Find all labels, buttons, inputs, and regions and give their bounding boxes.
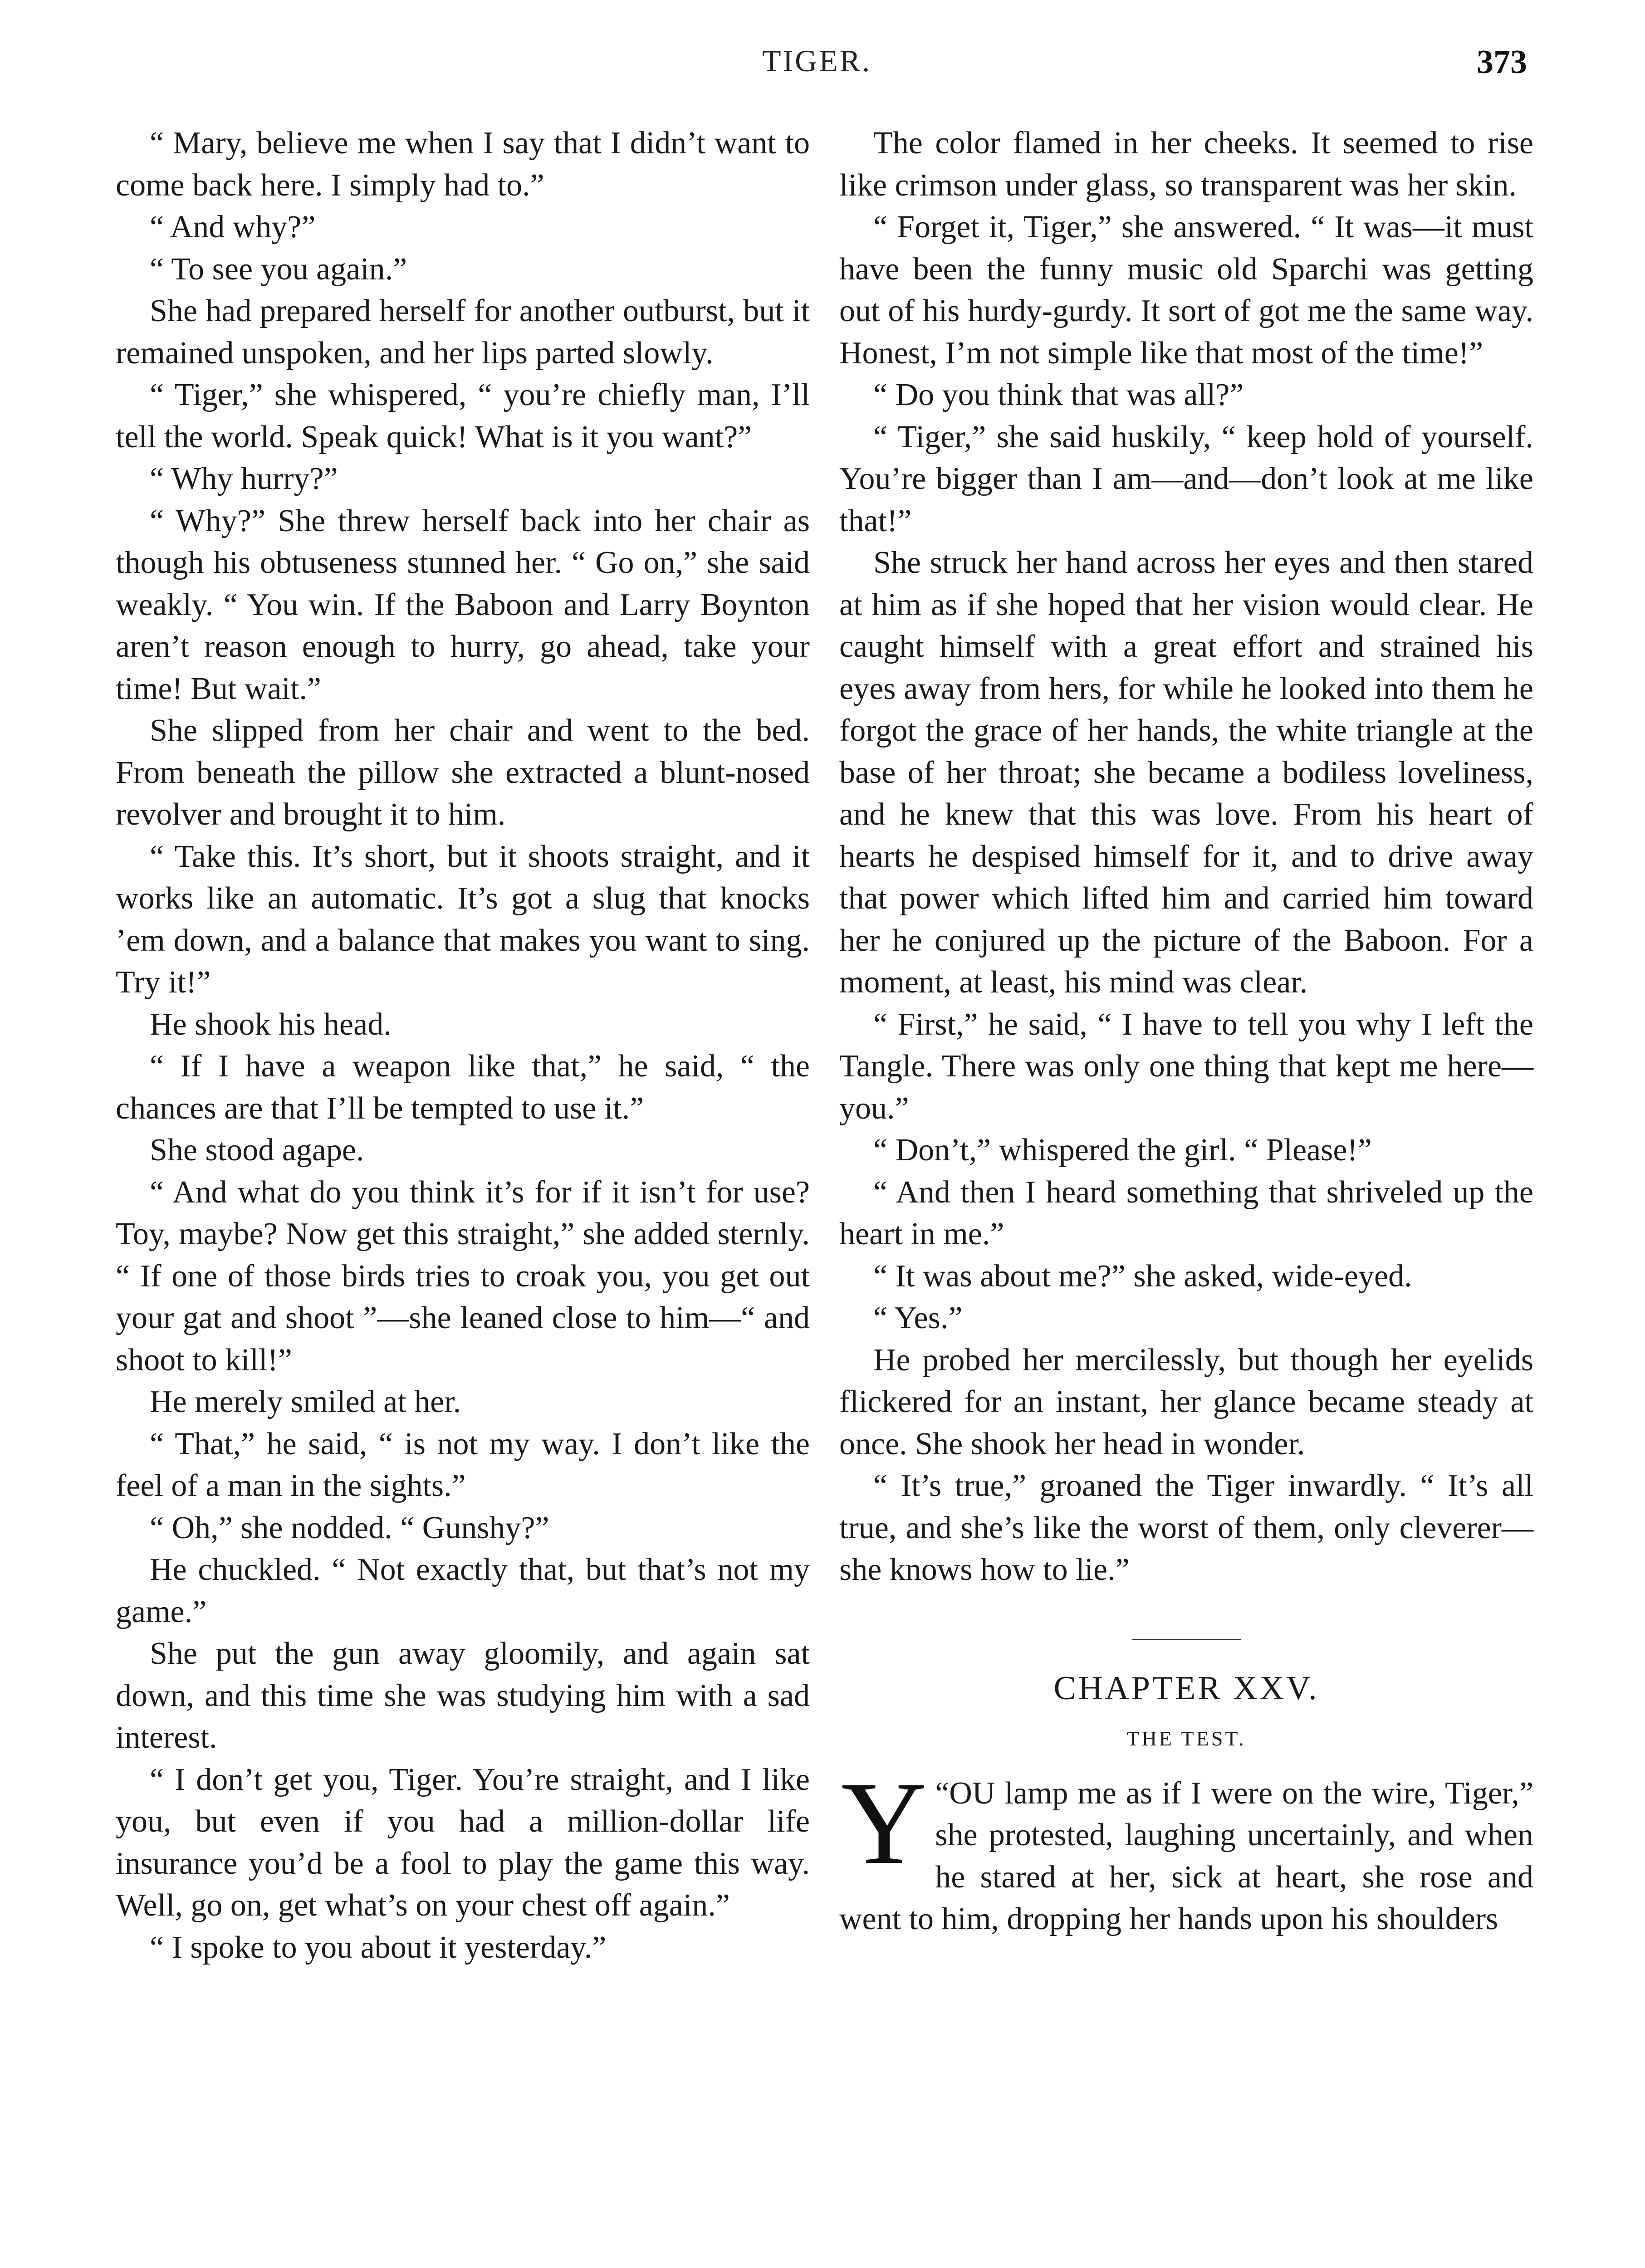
paragraph: She struck her hand across her eyes and then stared at him as if she hoped that her vision would clear. He caught himself with a great effort and strained his eyes away from hers, for while he looked into them he forgot the grace of her hands, the white triangle at the base of her throat; she became a bodiless loveliness, and he knew that this was love. From his heart of hearts he despised himself for it, and to drive away that power which lifted him and carried him toward her he conjured up the picture of the Baboon. For a moment, at least, his mind was clear. (839, 545, 1533, 1000)
running-title: TIGER. (762, 44, 872, 78)
paragraph: “ Forget it, Tiger,” she answered. “ It was—it must have been the funny music old Sparchi was getting out of his hurdy-gurdy. It sort of got me the same way. Honest, I’m not simple like that most of the time!” (839, 210, 1533, 371)
section-divider (1132, 1639, 1241, 1640)
paragraph: “ Take this. It’s short, but it shoots straight, and it works like an automatic. It’s got a slug that knocks ’em down, and a balance that makes you want to sing. Try it!” (116, 839, 810, 1000)
right-column (839, 122, 1533, 1941)
chapter-opening-text: OU lamp me as if I were on the wire, Tiger,” she protested, laughing uncertainly, and when he stared at her, sick at heart, she rose and went to him, dropping her hands upon his shoulders (839, 1775, 1533, 1936)
paragraph: “ It’s true,” groaned the Tiger inwardly. “ It’s all true, and she’s like the worst of them, only cleverer—she knows how to lie.” (839, 1468, 1533, 1587)
paragraph: She had prepared herself for another outburst, but it remained unspoken, and her lips parted slowly. (116, 293, 810, 371)
paragraph: “ Don’t,” whispered the girl. “ Please!” (873, 1133, 1372, 1168)
paragraph: “ And then I heard something that shriveled up the heart in me.” (839, 1174, 1533, 1251)
paragraph: “ To see you again.” (150, 251, 407, 287)
drop-cap: Y (841, 1757, 927, 1889)
paragraph: “ Do you think that was all?” (873, 377, 1244, 412)
paragraph: “ I spoke to you about it yesterday.” (150, 1930, 607, 1965)
paragraph: “ It was about me?” she asked, wide-eyed. (873, 1258, 1412, 1294)
chapter-opening-paragraph (839, 1757, 1533, 1941)
chapter-heading: CHAPTER XXV. (1053, 1669, 1319, 1707)
opening-quote-mark: “ (935, 1775, 950, 1811)
paragraph: She stood agape. (150, 1133, 364, 1168)
paragraph: He chuckled. “ Not exactly that, but that’s not my game.” (116, 1552, 810, 1629)
paragraph: The color flamed in her cheeks. It seemed to rise like crimson under glass, so transparent was her skin. (839, 126, 1533, 203)
paragraph: He probed her mercilessly, but though her eyelids flickered for an instant, her glance became steady at once. She shook her head in wonder. (839, 1342, 1533, 1461)
paragraph: “ And why?” (150, 210, 316, 244)
paragraph: “ Yes.” (873, 1300, 963, 1335)
paragraph: “ And what do you think it’s for if it isn’t for use? Toy, maybe? Now get this straight,” she added sternly. “ If one of those birds tries to croak you, you get out your gat and shoot ”—she leaned close to him—“ and shoot to kill!” (116, 1174, 810, 1378)
paragraph: He merely smiled at her. (150, 1384, 461, 1419)
paragraph: “ Why hurry?” (150, 461, 338, 496)
paragraph: “ That,” he said, “ is not my way. I don’t like the feel of a man in the sights.” (116, 1426, 810, 1503)
chapter-subtitle: THE TEST. (1126, 1726, 1246, 1750)
paragraph: She slipped from her chair and went to the bed. From beneath the pillow she extracted a blunt-nosed revolver and brought it to him. (116, 713, 810, 832)
paragraph: “ I don’t get you, Tiger. You’re straight, and I like you, but even if you had a million-dollar life insurance you’d be a fool to play the game this way. Well, go on, get what’s on your chest off again.” (116, 1762, 810, 1923)
paragraph: “ Mary, believe me when I say that I didn’t want to come back here. I simply had to.” (116, 126, 810, 203)
page-number: 373 (1477, 44, 1527, 81)
paragraph: “ First,” he said, “ I have to tell you why I left the Tangle. There was only one thing that kept me here—you.” (839, 1007, 1533, 1126)
paragraph: “ Oh,” she nodded. “ Gunshy?” (150, 1510, 549, 1545)
paragraph: He shook his head. (150, 1007, 392, 1042)
running-head (0, 43, 1645, 93)
paragraph: “ If I have a weapon like that,” he said, “ the chances are that I’ll be tempted to use it.” (116, 1049, 810, 1126)
left-column (116, 122, 810, 1969)
paragraph: “ Why?” She threw herself back into her chair as though his obtuseness stunned her. “ Go on,” she said weakly. “ You win. If the Baboon and Larry Boynton aren’t reason enough to hurry, go ahead, take your time! But wait.” (116, 503, 810, 706)
paragraph: “ Tiger,” she said huskily, “ keep hold of yourself. You’re bigger than I am—and—don’t look at me like that!” (839, 419, 1533, 538)
paragraph: She put the gun away gloomily, and again sat down, and this time she was studying him with a sad interest. (116, 1636, 810, 1755)
paragraph: “ Tiger,” she whispered, “ you’re chiefly man, I’ll tell the world. Speak quick! What is it you want?” (116, 377, 810, 455)
